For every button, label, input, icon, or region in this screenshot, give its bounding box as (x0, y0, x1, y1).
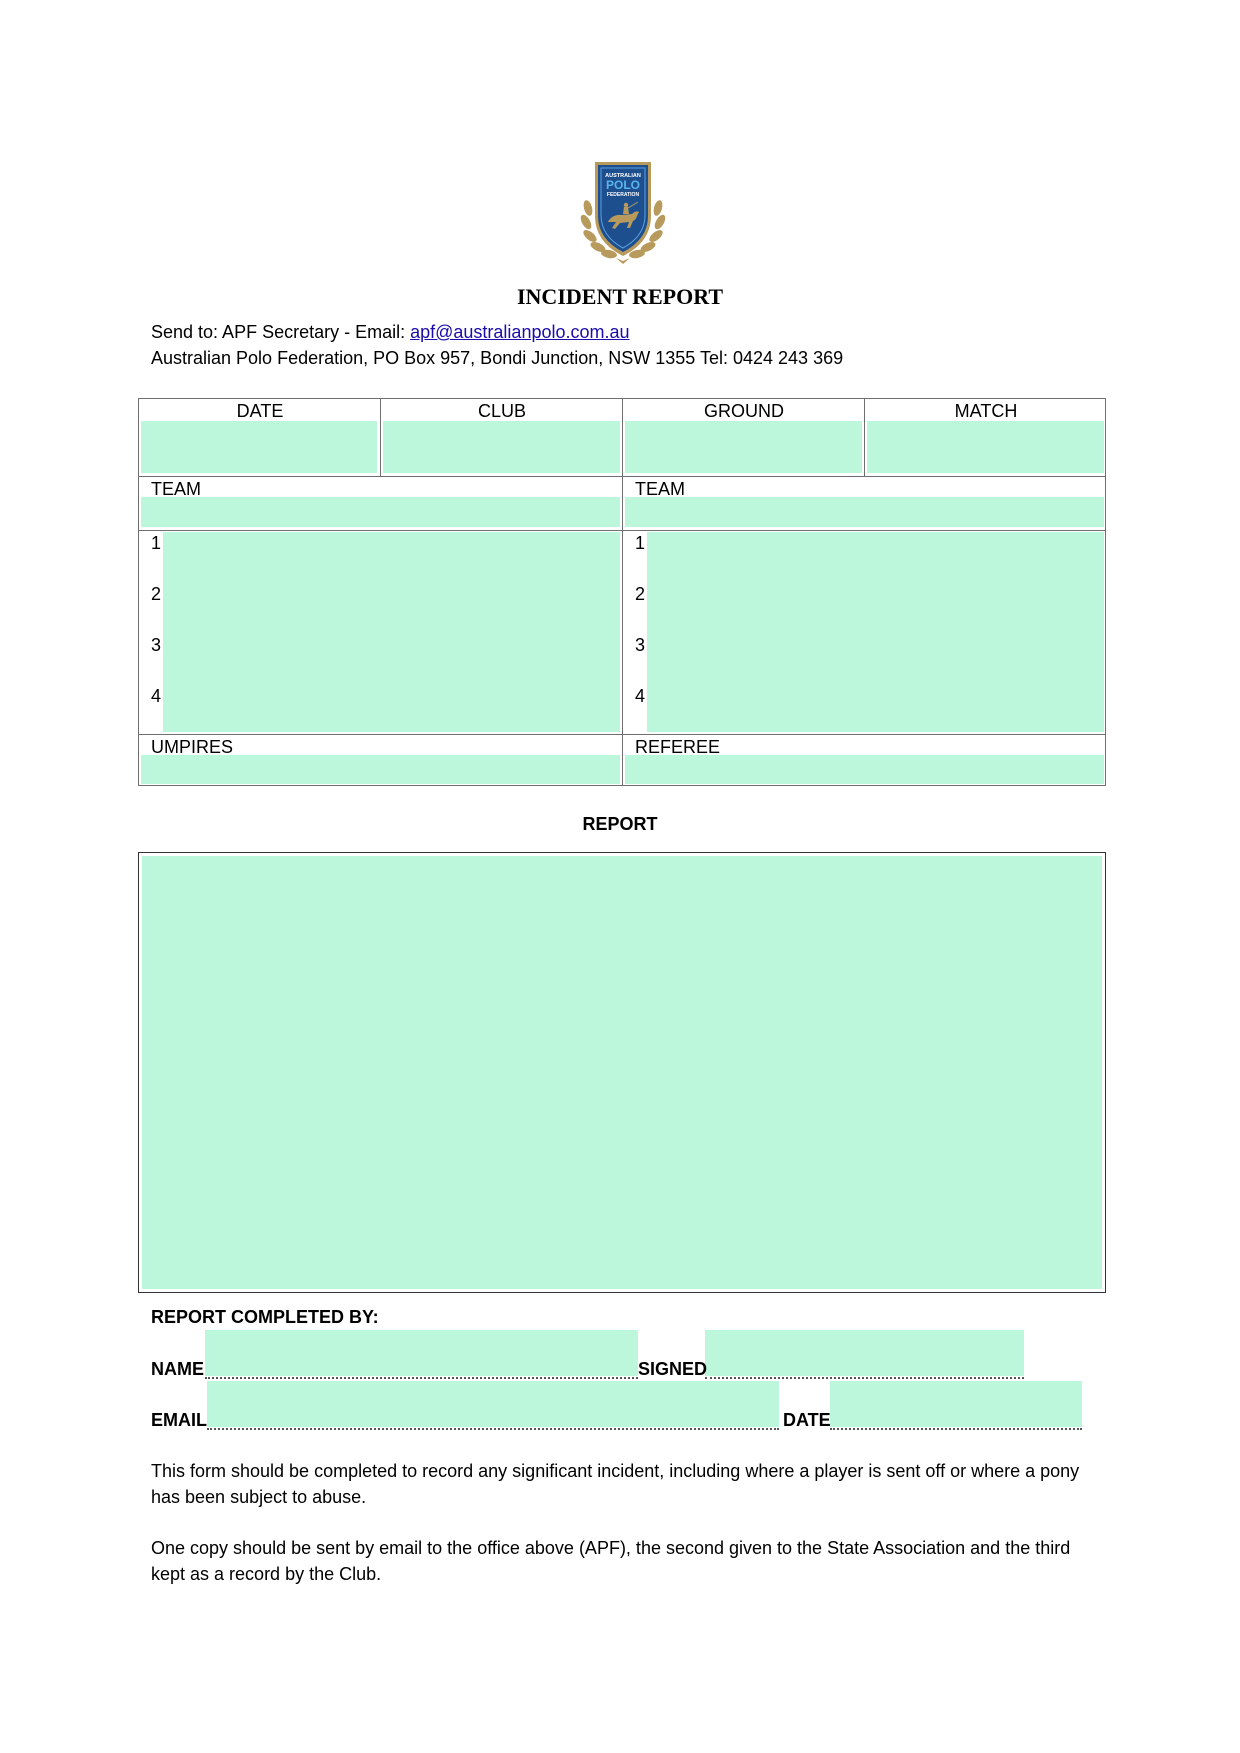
team-1-players-field[interactable] (163, 532, 620, 732)
svg-text:AUSTRALIAN: AUSTRALIAN (605, 173, 641, 179)
completed-by-label: REPORT COMPLETED BY: (151, 1307, 379, 1327)
col-divider (622, 399, 623, 785)
email-dotted-line (207, 1428, 779, 1430)
team-2-player-2: 2 (635, 584, 646, 604)
referee-field[interactable] (625, 755, 1104, 784)
team-1-player-4: 4 (151, 686, 162, 706)
note-paragraph-1: This form should be completed to record any significant incident, including where a player is sent off or where a pony has been subject to abuse. (151, 1461, 1080, 1507)
note-paragraph-2: One copy should be sent by email to the office above (APF), the second given to the State Association and the third kept as a record by the Club. (151, 1538, 1071, 1584)
match-field[interactable] (867, 421, 1104, 473)
report-box (138, 852, 1106, 1293)
team-2-label: TEAM (635, 479, 686, 499)
team-1-field[interactable] (141, 497, 620, 527)
date-header: DATE (236, 401, 284, 421)
name-dotted-line (205, 1377, 638, 1379)
umpires-label: UMPIRES (151, 737, 234, 757)
referee-label: REFEREE (635, 737, 721, 757)
send-to-text: Send to: APF Secretary - Email: (151, 322, 411, 342)
email-link[interactable]: apf@australianpolo.com.au (410, 322, 630, 342)
team-1-player-3: 3 (151, 635, 162, 655)
col-divider (864, 399, 865, 476)
date-dotted-line (830, 1428, 1082, 1430)
address-line: Australian Polo Federation, PO Box 957, Bondi Junction, NSW 1355 Tel: 0424 243 369 (151, 348, 844, 368)
ground-field[interactable] (625, 421, 862, 473)
team-1-label: TEAM (151, 479, 202, 499)
team-2-player-3: 3 (635, 635, 646, 655)
club-field[interactable] (383, 421, 620, 473)
date-field-bottom[interactable] (830, 1381, 1082, 1427)
team-1-player-1: 1 (151, 533, 162, 553)
club-header: CLUB (477, 401, 526, 421)
match-header: MATCH (954, 401, 1018, 421)
col-divider (380, 399, 381, 476)
report-heading: REPORT (582, 814, 658, 834)
name-label: NAME (151, 1359, 204, 1379)
email-label: EMAIL (151, 1410, 207, 1430)
page-title: INCIDENT REPORT (516, 284, 724, 309)
svg-text:POLO: POLO (605, 178, 641, 192)
email-field[interactable] (207, 1381, 779, 1427)
team-2-field[interactable] (625, 497, 1104, 527)
team-2-player-1: 1 (635, 533, 646, 553)
signed-field[interactable] (705, 1330, 1024, 1376)
send-to-line (151, 322, 630, 343)
ground-header: GROUND (704, 401, 784, 421)
team-2-players-field[interactable] (647, 532, 1104, 732)
date-field[interactable] (141, 421, 377, 473)
apf-logo (578, 158, 668, 266)
date-label: DATE (783, 1410, 831, 1430)
svg-text:FEDERATION: FEDERATION (606, 192, 640, 198)
umpires-field[interactable] (141, 755, 620, 784)
report-text-field[interactable] (142, 856, 1102, 1289)
signed-dotted-line (705, 1377, 1024, 1379)
name-field[interactable] (205, 1330, 638, 1376)
team-2-player-4: 4 (635, 686, 646, 706)
team-1-player-2: 2 (151, 584, 162, 604)
match-details-table (138, 398, 1106, 786)
signed-label: SIGNED (638, 1359, 708, 1379)
